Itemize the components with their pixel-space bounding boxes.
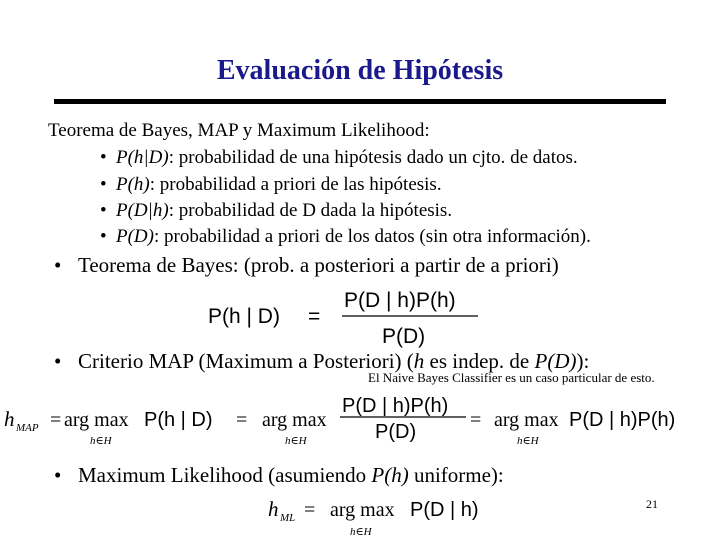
h-ml-subscript: ML [280, 512, 296, 524]
bayes-text: Teorema de Bayes: (prob. a posteriori a partir de a priori) [78, 253, 559, 277]
definition-text: : probabilidad a priori de los datos (sin otra información). [153, 226, 591, 247]
argmax-label: arg max [330, 499, 395, 521]
definition-text: : probabilidad de una hipótesis dado un cjto. de datos. [168, 147, 578, 168]
bullet-icon: • [54, 463, 62, 487]
map-denominator: P(D) [375, 421, 417, 443]
map-numerator: P(D | h)P(h) [342, 395, 449, 417]
bayes-numerator: P(D | h)P(h) [344, 289, 456, 312]
map-term-1: P(h | D) [144, 409, 213, 431]
bayes-denominator: P(D) [382, 325, 426, 348]
bayes-bullet [54, 253, 559, 278]
definition-text: : probabilidad de D dada la hipótesis. [168, 200, 453, 221]
definition-item [100, 200, 452, 222]
argmax-subscript: h∈H [285, 435, 307, 447]
page-title: Evaluación de Hipótesis [216, 55, 504, 86]
ml-term: P(D | h) [410, 499, 479, 521]
argmax-label: arg max [64, 409, 129, 431]
map-after: ): [576, 349, 590, 373]
page-number: 21 [646, 497, 658, 511]
h-ml-symbol: h [268, 497, 279, 521]
bayes-lhs: P(h | D) [208, 305, 280, 328]
bullet-icon: • [100, 147, 107, 168]
definition-text: : probabilidad a priori de las hipótesis. [149, 174, 442, 195]
definition-item [100, 147, 578, 169]
definition-term: P(D) [116, 226, 154, 247]
equals-sign: = [308, 305, 321, 328]
argmax-label: arg max [262, 409, 327, 431]
definition-term: P(D|h) [116, 200, 169, 221]
definition-item [100, 174, 442, 196]
map-text: Criterio MAP (Maximum a Posteriori) ( [78, 349, 414, 373]
bullet-icon: • [54, 349, 62, 373]
ml-ph: P(h) [371, 463, 409, 487]
equals-sign: = [236, 409, 248, 431]
title-divider [54, 99, 666, 104]
definition-term: P(h|D) [116, 147, 169, 168]
ml-text: Maximum Likelihood (asumiendo [78, 463, 372, 487]
bullet-icon: • [100, 226, 107, 247]
ml-formula [264, 492, 504, 540]
map-pd: P(D) [534, 349, 577, 373]
definition-term: P(h) [116, 174, 150, 195]
bullet-icon: • [100, 174, 107, 195]
bullet-icon: • [54, 253, 62, 277]
argmax-subscript: h∈H [350, 526, 372, 538]
map-mid: es indep. de [424, 349, 535, 373]
ml-bullet [54, 463, 504, 488]
argmax-subscript: h∈H [517, 435, 539, 447]
map-formula [0, 390, 720, 452]
equals-sign: = [304, 499, 316, 521]
h-map-subscript: MAP [16, 422, 39, 434]
bayes-formula [200, 282, 490, 352]
map-h: h [413, 349, 425, 373]
equals-sign: = [50, 409, 62, 431]
bullet-icon: • [100, 200, 107, 221]
argmax-subscript: h∈H [90, 435, 112, 447]
naive-bayes-note: El Naive Bayes Classifier es un caso particular de esto. [368, 370, 655, 385]
map-term-3: P(D | h)P(h) [569, 409, 676, 431]
argmax-label: arg max [494, 409, 559, 431]
intro-text: Teorema de Bayes, MAP y Maximum Likelihood: [48, 120, 430, 141]
ml-after: uniforme): [408, 463, 504, 487]
h-map-symbol: h [4, 407, 15, 431]
equals-sign: = [470, 409, 482, 431]
definition-item [100, 226, 591, 248]
